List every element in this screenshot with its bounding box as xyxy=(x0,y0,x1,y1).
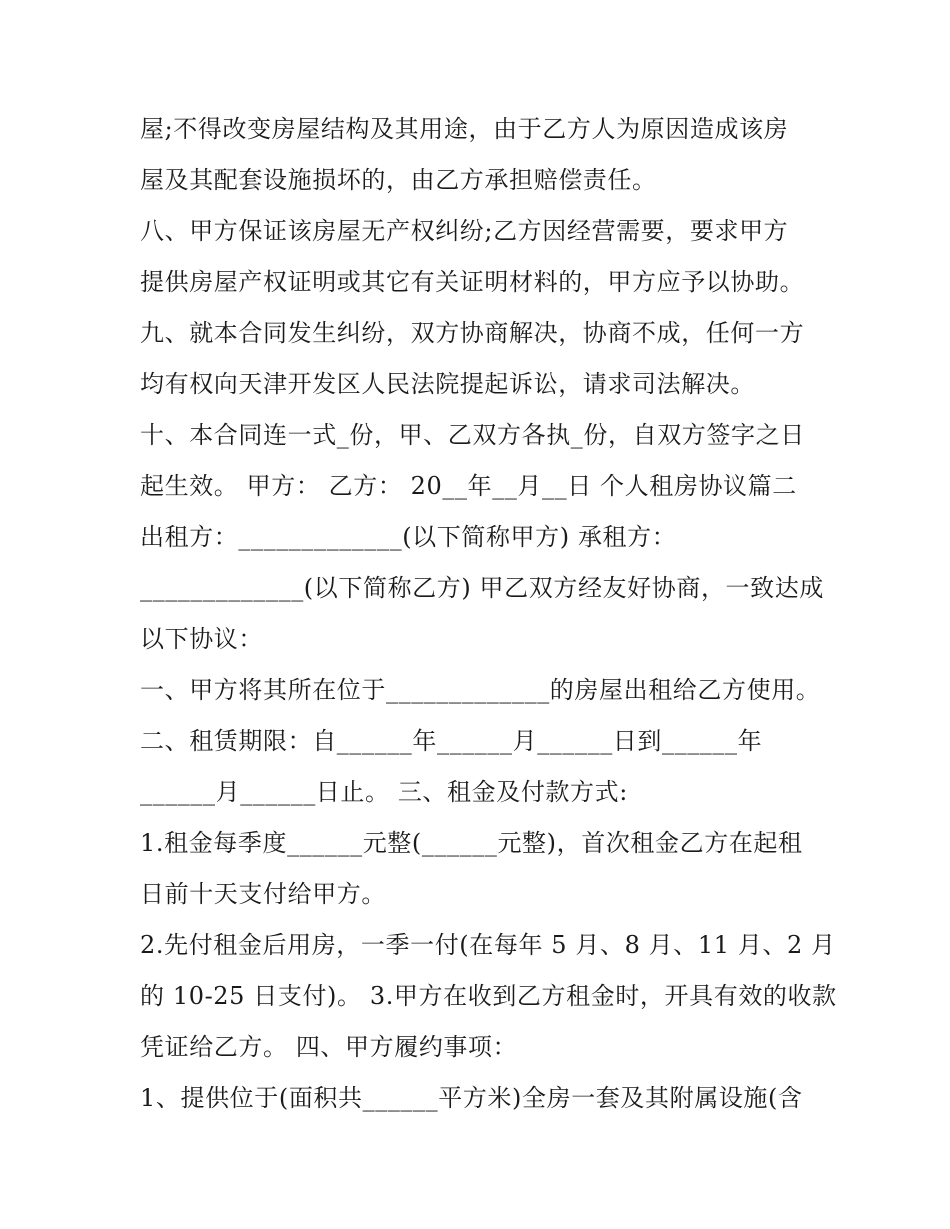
text-line: ______月______日止。 三、租金及付款方式: xyxy=(140,778,628,806)
text-line: 屋及其配套设施损坏的，由乙方承担赔偿责任。 xyxy=(140,166,657,194)
text-line: 一、甲方将其所在位于_____________的房屋出租给乙方使用。 xyxy=(140,676,821,704)
text-line: 均有权向天津开发区人民法院提起诉讼，请求司法解决。 xyxy=(140,370,755,398)
text-line: 二、租赁期限：自______年______月______日到______年 xyxy=(140,727,763,755)
text-line: 1.租金每季度______元整(______元整)，首次租金乙方在起租 xyxy=(140,829,803,857)
text-line: _____________(以下简称乙方) 甲乙双方经友好协商，一致达成 xyxy=(140,574,824,602)
text-line: 八、甲方保证该房屋无产权纠纷;乙方因经营需要，要求甲方 xyxy=(140,217,789,245)
text-line: 凭证给乙方。 四、甲方履约事项： xyxy=(140,1033,518,1061)
text-line: 提供房屋产权证明或其它有关证明材料的，甲方应予以协助。 xyxy=(140,268,805,296)
text-line: 九、就本合同发生纠纷，双方协商解决，协商不成，任何一方 xyxy=(140,319,805,347)
text-line: 十、本合同连一式_份，甲、乙双方各执_份，自双方签字之日 xyxy=(140,421,805,449)
text-line: 以下协议： xyxy=(140,625,263,653)
document-body xyxy=(140,104,837,1124)
text-line: 1、提供位于(面积共______平方米)全房一套及其附属设施(含 xyxy=(140,1084,803,1112)
text-line: 的 10-25 日支付)。 3.甲方在收到乙方租金时，开具有效的收款 xyxy=(140,982,837,1010)
text-line: 出租方：_____________(以下简称甲方) 承租方： xyxy=(140,523,677,551)
text-line: 起生效。 甲方： 乙方： 20__年__月__日 个人租房协议篇二 xyxy=(140,472,797,500)
text-line: 屋;不得改变房屋结构及其用途，由于乙方人为原因造成该房 xyxy=(140,115,789,143)
text-line: 日前十天支付给甲方。 xyxy=(140,880,386,908)
text-line: 2.先付租金后用房，一季一付(在每年 5 月、8 月、11 月、2 月 xyxy=(140,931,836,959)
